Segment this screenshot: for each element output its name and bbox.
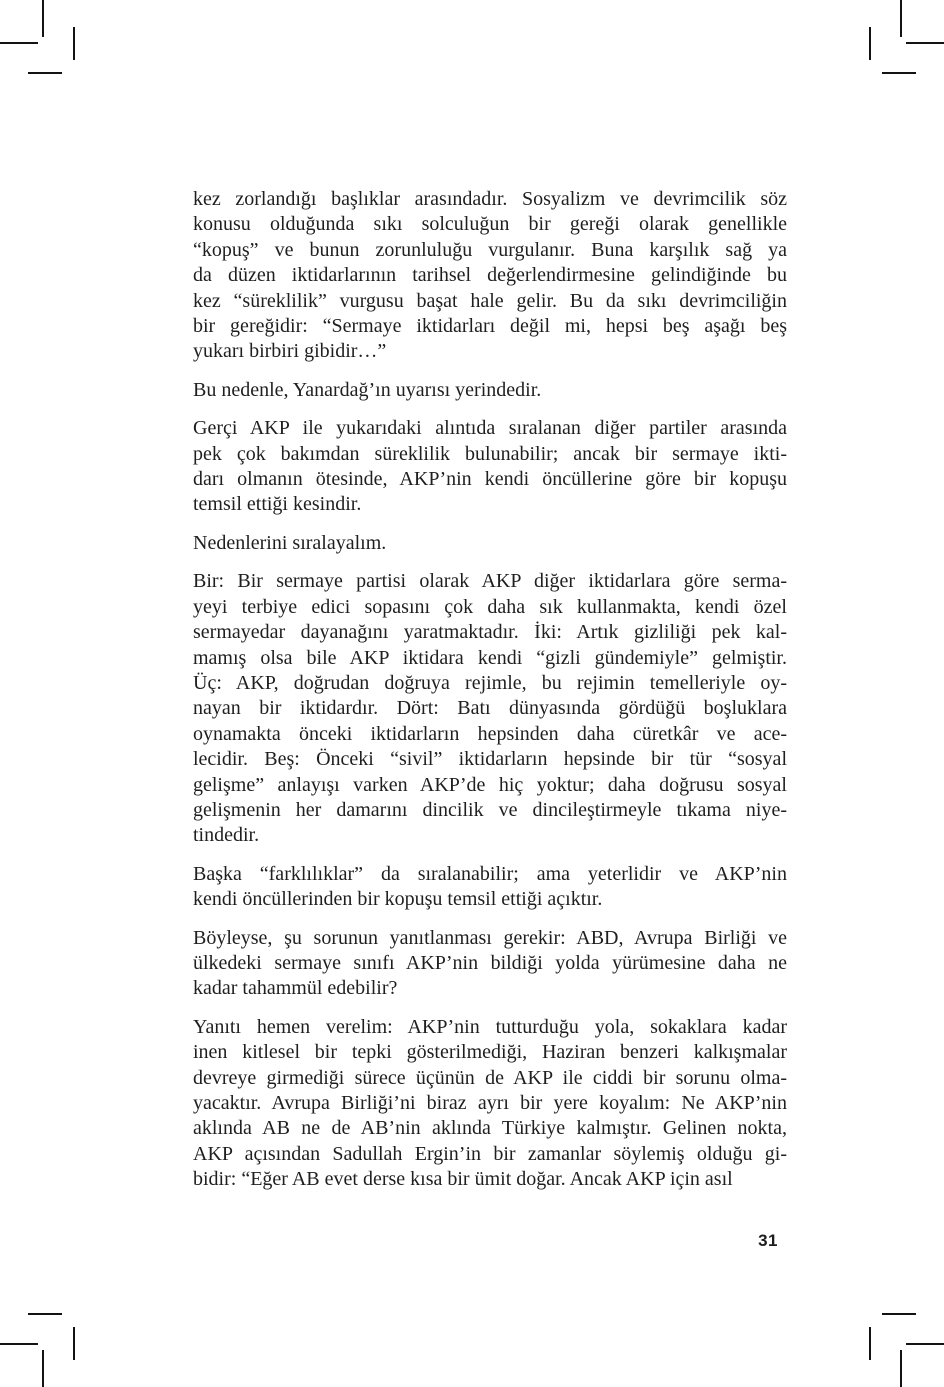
text-line: darı olmanın ötesinde, AKP’nin kendi öncüllerine göre bir kopuşu <box>193 468 787 491</box>
text-line: kez zorlandığı başlıklar arasındadır. Sosyalizm ve devrimcilik söz <box>193 188 787 210</box>
text-line: inen kitlesel bir tepki gösterilmediği, Haziran benzeri kalkışmalar <box>193 1041 787 1064</box>
paragraph <box>193 187 787 365</box>
crop-mark-bottom-right-horizontal-outer <box>906 1343 944 1345</box>
text-line: aklında AB ne de AB’nin aklında Türkiye kalmıştır. Gelinen nokta, <box>193 1117 787 1140</box>
text-line: Gerçi AKP ile yukarıdaki alıntıda sıralanan diğer partiler arasında <box>193 417 787 440</box>
crop-mark-bottom-right-vertical-inner <box>869 1327 871 1360</box>
crop-mark-bottom-left-vertical-inner <box>73 1327 75 1360</box>
text-line: ülkedeki sermaye sınıfı AKP’nin bildiği yolda yürümesine daha ne <box>193 951 787 974</box>
text-line: gelişmenin her damarını dincilik ve dincileştirmeyle tıkama niye- <box>193 798 787 821</box>
text-line: bidir: “Eğer AB evet derse kısa bir ümit doğar. Ancak AKP için asıl <box>193 1168 733 1191</box>
text-line: kendi öncüllerinden bir kopuşu temsil ettiği açıktır. <box>193 888 603 911</box>
text-line: Bir: Bir sermaye partisi olarak AKP diğer iktidarlara göre serma- <box>193 570 787 593</box>
crop-mark-top-left-vertical-inner <box>73 27 75 60</box>
crop-mark-bottom-left-horizontal-inner <box>28 1313 62 1315</box>
text-line: mamış olsa bile AKP iktidara kendi “gizli gündemiyle” gelmiştir. <box>193 646 787 669</box>
text-line: bir gereğidir: “Sermaye iktidarları değil mi, hepsi beş aşağı beş <box>193 315 787 338</box>
crop-mark-top-right-vertical-inner <box>869 27 871 60</box>
text-line: gelişme” anlayışı varken AKP’de hiç yoktur; daha doğrusu sosyal <box>193 773 787 796</box>
crop-mark-bottom-right-horizontal-inner <box>882 1313 916 1315</box>
text-line: AKP açısından Sadullah Ergin’in bir zamanlar söylemiş olduğu gi- <box>193 1142 787 1165</box>
crop-mark-bottom-right-vertical-outer <box>900 1350 902 1387</box>
text-line: Böyleyse, şu sorunun yanıtlanması gerekir: ABD, Avrupa Birliği ve <box>193 926 787 949</box>
text-line: yeyi terbiye edici sopasını çok daha sık kullanmakta, kendi özel <box>193 595 787 618</box>
crop-mark-top-left-horizontal-inner <box>28 72 62 74</box>
text-line: sermayedar dayanağını yaratmaktadır. İki: Artık gizliliği pek kal- <box>193 621 787 644</box>
text-line: Başka “farklılıklar” da sıralanabilir; ama yeterlidir ve AKP’nin <box>193 862 787 885</box>
text-line: devreye girmediği sürece üçünün de AKP ile ciddi bir sorunu olma- <box>193 1066 787 1089</box>
text-line: lecidir. Beş: Önceki “sivil” iktidarların hepsinde bir tür “sosyal <box>193 748 787 771</box>
paragraph <box>193 531 787 556</box>
text-line: oynamakta önceki iktidarların hepsinden daha cüretkâr ve ace- <box>193 722 787 745</box>
text-line: temsil ettiği kesindir. <box>193 493 362 516</box>
text-line: Bu nedenle, Yanardağ’ın uyarısı yerindedir. <box>193 378 542 401</box>
page-number: 31 <box>758 1231 778 1250</box>
text-line: yukarı birbiri gibidir…” <box>193 340 387 363</box>
text-line: Üç: AKP, doğrudan doğruya rejimle, bu rejimin temelleriyle oy- <box>193 671 787 694</box>
text-line: pek çok bakımdan süreklilik bulunabilir; ancak bir sermaye ikti- <box>193 442 787 465</box>
text-line: da düzen iktidarlarının tarihsel değerlendirmesine gelindiğinde bu <box>193 264 787 287</box>
crop-mark-top-right-vertical-outer <box>900 0 902 37</box>
text-line: Yanıtı hemen verelim: AKP’nin tutturduğu yola, sokaklara kadar <box>193 1015 787 1038</box>
crop-mark-top-right-horizontal-outer <box>906 42 944 44</box>
crop-mark-top-right-horizontal-inner <box>882 72 916 74</box>
text-line: “kopuş” ve bunun zorunluluğu vurgulanır. Buna karşılık sağ ya <box>193 238 787 261</box>
paragraph <box>193 862 787 913</box>
text-line: nayan bir iktidardır. Dört: Batı dünyasında gördüğü boşluklara <box>193 697 787 720</box>
text-line: yacaktır. Avrupa Birliği’ni biraz ayrı bir yere koyalım: Ne AKP’nin <box>193 1092 787 1114</box>
text-line: tindedir. <box>193 824 260 847</box>
crop-mark-top-left-horizontal-outer <box>0 42 38 44</box>
crop-mark-top-left-vertical-outer <box>42 0 44 37</box>
text-line: kez “süreklilik” vurgusu başat hale gelir. Bu da sıkı devrimciliğin <box>193 289 787 312</box>
crop-mark-bottom-left-horizontal-outer <box>0 1343 38 1345</box>
text-line: kadar tahammül edebilir? <box>193 977 398 1000</box>
paragraph <box>193 1015 787 1193</box>
text-line: konusu olduğunda sıkı solculuğun bir gereği olarak genellikle <box>193 213 787 236</box>
paragraph <box>193 569 787 848</box>
text-block <box>193 187 787 1206</box>
text-line: Nedenlerini sıralayalım. <box>193 531 387 554</box>
paragraph <box>193 416 787 518</box>
paragraph <box>193 378 787 403</box>
paragraph <box>193 926 787 1002</box>
crop-mark-bottom-left-vertical-outer <box>42 1350 44 1387</box>
